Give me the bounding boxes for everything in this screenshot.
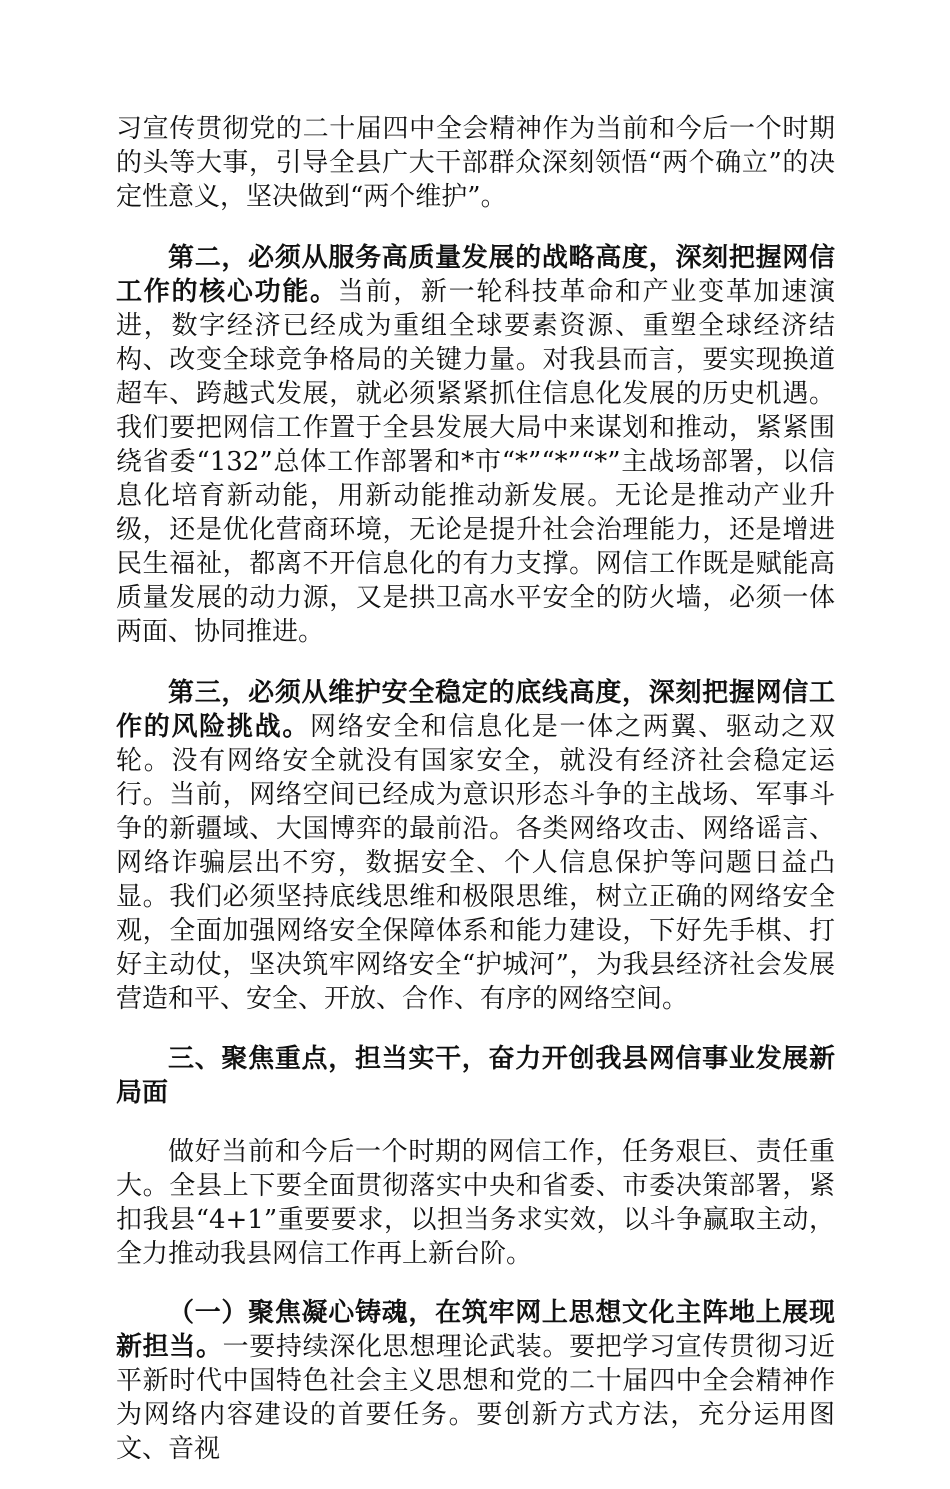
paragraph-second-point (116, 241, 835, 649)
section-heading: 三、聚焦重点，担当实干，奋力开创我县网信事业发展新局面 (116, 1044, 835, 1108)
paragraph-continued-text: 习宣传贯彻党的二十届四中全会精神作为当前和今后一个时期的头等大事，引导全县广大干部群众深刻领悟“两个确立”的决定性意义，坚决做到“两个维护”。 (116, 114, 835, 212)
subsection-one-text: 一要持续深化思想理论武装。要把学习宣传贯彻习近平新时代中国特色社会主义思想和党的二十届四中全会精神作为网络内容建设的首要任务。要创新方式方法，充分运用图文、音视 (116, 1332, 835, 1464)
paragraph-task-overview: 做好当前和今后一个时期的网信工作，任务艰巨、责任重大。全县上下要全面贯彻落实中央和省委、市委决策部署，紧扣我县“4+1”重要要求，以担当务求实效，以斗争赢取主动，全力推动我县网信工作再上新台阶。 (116, 1137, 835, 1269)
paragraph-subsection-one (116, 1296, 835, 1466)
subsection-one-lead: （一）聚焦凝心铸魂，在筑牢网上思想文化主阵地上展现新担当。 (116, 1298, 835, 1362)
paragraph-continued (116, 112, 835, 214)
document-body (116, 112, 835, 1489)
paragraph-third-lead: 第三，必须从维护安全稳定的底线高度，深刻把握网信工作的风险挑战。 (116, 678, 835, 742)
paragraph-second-lead: 第二，必须从服务高质量发展的战略高度，深刻把握网信工作的核心功能。 (116, 243, 835, 307)
paragraph-third-point (116, 676, 835, 1016)
paragraph-third-text: 网络安全和信息化是一体之两翼、驱动之双轮。没有网络安全就没有国家安全，就没有经济社会稳定运行。当前，网络空间已经成为意识形态斗争的主战场、军事斗争的新疆域、大国博弈的最前沿。各类网络攻击、网络谣言、网络诈骗层出不穷，数据安全、个人信息保护等问题日益凸显。我们必须坚持底线思维和极限思维，树立正确的网络安全观，全面加强网络安全保障体系和能力建设，下好先手棋、打好主动仗，坚决筑牢网络安全“护城河”，为我县经济社会发展营造和平、安全、开放、合作、有序的网络空间。 (116, 712, 835, 1014)
paragraph-second-text: 当前，新一轮科技革命和产业变革加速演进，数字经济已经成为重组全球要素资源、重塑全球经济结构、改变全球竞争格局的关键力量。对我县而言，要实现换道超车、跨越式发展，就必须紧紧抓住信息化发展的历史机遇。我们要把网信工作置于全县发展大局中来谋划和推动，紧紧围绕省委“132”总体工作部署和*市“*”“*”“*”主战场部署，以信息化培育新动能，用新动能推动新发展。无论是推动产业升级，还是优化营商环境，无论是提升社会治理能力，还是增进民生福祉，都离不开信息化的有力支撑。网信工作既是赋能高质量发展的动力源，又是拱卫高水平安全的防火墙，必须一体两面、协同推进。 (116, 277, 835, 647)
